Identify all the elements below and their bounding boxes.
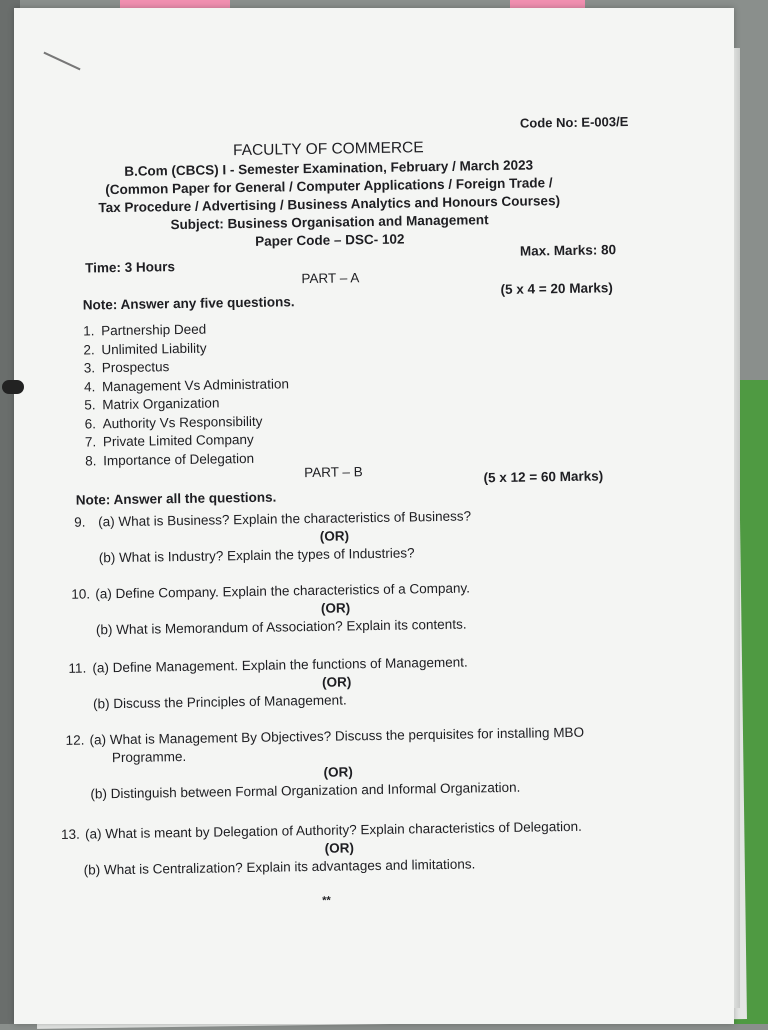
or-label: (OR) xyxy=(320,600,351,616)
question-text: Importance of Delegation xyxy=(103,450,255,468)
subject-line: Subject: Business Organisation and Management xyxy=(170,212,489,233)
question-text: (a) Define Company. Explain the characteristics of a Company. xyxy=(95,580,471,602)
question-text: (a) What is meant by Delegation of Authority? Explain characteristics of Delegation. xyxy=(84,818,582,842)
question-text: Authority Vs Responsibility xyxy=(102,413,263,431)
question-number: 7. xyxy=(84,434,97,450)
question-11b: (b) Discuss the Principles of Management. xyxy=(92,692,347,712)
question-number: 11. xyxy=(68,660,87,676)
question-12a xyxy=(65,725,584,748)
part-a-title: PART – A xyxy=(301,270,360,287)
question-text: Prospectus xyxy=(101,359,170,376)
question-number: 2. xyxy=(83,341,95,358)
question-text: Matrix Organization xyxy=(102,395,220,413)
question-text: Private Limited Company xyxy=(102,431,254,450)
part-b-title: PART – B xyxy=(304,464,363,481)
question-number: 5. xyxy=(84,397,96,413)
question-12a-continued: Programme. xyxy=(111,748,187,766)
question-text: Management Vs Administration xyxy=(101,375,290,394)
part-a-note: Note: Answer any five questions. xyxy=(82,294,295,313)
exam-paper xyxy=(14,8,734,1024)
question-number: 6. xyxy=(84,415,97,432)
part-b-note: Note: Answer all the questions. xyxy=(75,489,277,508)
part-a-list xyxy=(83,319,290,470)
question-10b: (b) What is Memorandum of Association? Explain its contents. xyxy=(95,616,467,638)
exam-time: Time: 3 Hours xyxy=(85,259,176,276)
papers-line-2: Tax Procedure / Advertising / Business Analytics and Honours Courses) xyxy=(98,193,561,216)
faculty-title: FACULTY OF COMMERCE xyxy=(232,139,424,160)
question-number: 10. xyxy=(71,586,91,602)
question-number: 3. xyxy=(83,360,96,376)
papers-line-1: (Common Paper for General / Computer Applications / Foreign Trade / xyxy=(105,175,553,198)
question-text: (a) What is Business? Explain the characteristics of Business? xyxy=(98,508,472,530)
question-number: 1. xyxy=(83,323,95,339)
question-number: 9. xyxy=(74,514,86,530)
question-text: Unlimited Liability xyxy=(101,340,207,357)
question-text: Partnership Deed xyxy=(101,321,207,339)
question-text: (a) Define Management. Explain the functions of Management. xyxy=(92,654,468,676)
paper-code: Paper Code – DSC- 102 xyxy=(255,231,405,249)
question-12b: (b) Distinguish between Formal Organization and Informal Organization. xyxy=(90,779,521,802)
question-text: (a) What is Management By Objectives? Discuss the perquisites for installing MBO xyxy=(89,724,585,748)
code-number: Code No: E-003/E xyxy=(519,113,629,131)
question-number: 8. xyxy=(85,452,97,469)
or-label: (OR) xyxy=(321,674,352,690)
question-9b: (b) What is Industry? Explain the types of Industries? xyxy=(98,545,415,566)
list-item xyxy=(84,375,289,397)
max-marks: Max. Marks: 80 xyxy=(519,242,617,259)
or-label: (OR) xyxy=(323,764,353,780)
paper-content xyxy=(6,2,742,1029)
question-number: 4. xyxy=(83,378,96,395)
list-item xyxy=(85,412,290,434)
exam-title: B.Com (CBCS) I - Semester Examination, February / March 2023 xyxy=(124,157,534,179)
pink-tab xyxy=(120,0,230,8)
or-label: (OR) xyxy=(324,840,355,856)
or-label: (OR) xyxy=(319,528,350,544)
question-13b: (b) What is Centralization? Explain its advantages and limitations. xyxy=(83,856,476,878)
part-a-marks: (5 x 4 = 20 Marks) xyxy=(500,280,613,297)
question-number: 12. xyxy=(65,732,85,748)
question-number: 13. xyxy=(60,826,80,842)
part-b-marks: (5 x 12 = 60 Marks) xyxy=(483,468,604,486)
end-mark: ** xyxy=(322,894,331,907)
